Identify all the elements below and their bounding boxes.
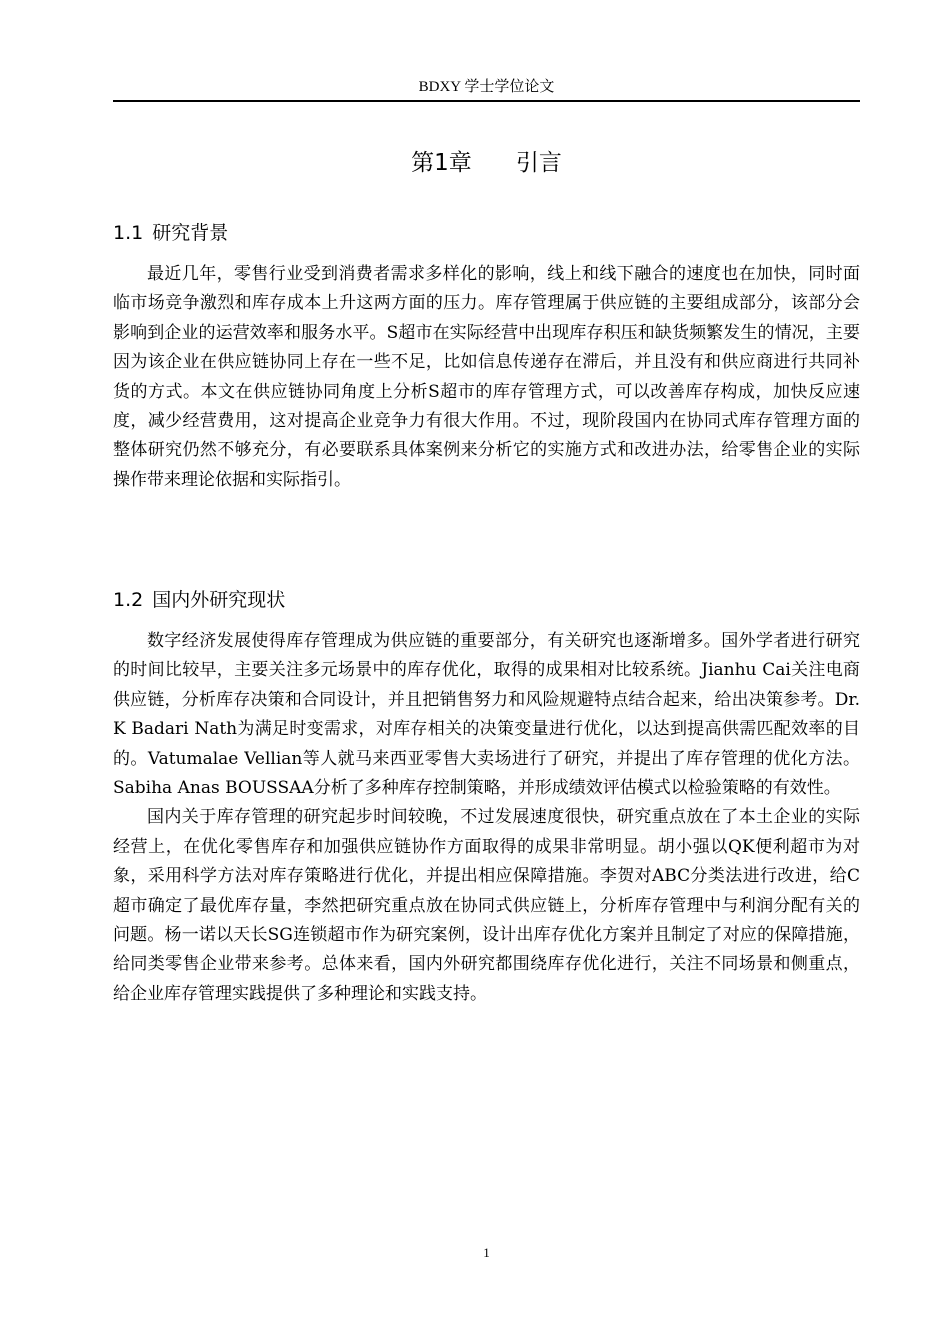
section-body-1-2 xyxy=(113,627,860,1009)
section-number: 1.2 xyxy=(113,589,144,611)
section-title: 研究背景 xyxy=(152,222,229,244)
section-title: 国内外研究现状 xyxy=(152,589,286,611)
chapter-name: 引言 xyxy=(515,150,562,176)
section-heading-1-1 xyxy=(113,218,860,248)
header-rule xyxy=(113,100,860,102)
section-body-1-1 xyxy=(113,260,860,495)
chapter-number: 第1章 xyxy=(411,150,472,176)
section-number: 1.1 xyxy=(113,222,144,244)
chapter-title xyxy=(113,146,860,180)
paragraph: 最近几年，零售行业受到消费者需求多样化的影响，线上和线下融合的速度也在加快，同时面临市场竞争激烈和库存成本上升这两方面的压力。库存管理属于供应链的主要组成部分，该部分会影响到企业的运营效率和服务水平。S超市在实际经营中出现库存积压和缺货频繁发生的情况，主要因为该企业在供应链协同上存在一些不足，比如信息传递存在滞后，并且没有和供应商进行共同补货的方式。本文在供应链协同角度上分析S超市的库存管理方式，可以改善库存构成，加快反应速度，减少经营费用，这对提高企业竞争力有很大作用。不过，现阶段国内在协同式库存管理方面的整体研究仍然不够充分，有必要联系具体案例来分析它的实施方式和改进办法，给零售企业的实际操作带来理论依据和实际指引。 xyxy=(113,264,860,490)
page-number: 1 xyxy=(483,1245,490,1260)
section-heading-1-2 xyxy=(113,585,860,615)
page-header: BDXY 学士学位论文 xyxy=(418,79,555,95)
paragraph: 国内关于库存管理的研究起步时间较晚，不过发展速度很快，研究重点放在了本土企业的实际经营上，在优化零售库存和加强供应链协作方面取得的成果非常明显。胡小强以QK便利超市为对象，采用科学方法对库存策略进行优化，并提出相应保障措施。李贺对ABC分类法进行改进，给C超市确定了最优库存量，李然把研究重点放在协同式供应链上，分析库存管理中与利润分配有关的问题。杨一诺以天长SG连锁超市作为研究案例，设计出库存优化方案并且制定了对应的保障措施，给同类零售企业带来参考。总体来看，国内外研究都围绕库存优化进行，关注不同场景和侧重点，给企业库存管理实践提供了多种理论和实践支持。 xyxy=(113,807,860,1004)
paragraph: 数字经济发展使得库存管理成为供应链的重要部分，有关研究也逐渐增多。国外学者进行研究的时间比较早，主要关注多元场景中的库存优化，取得的成果相对比较系统。Jianhu Cai关注电商供应链，分析库存决策和合同设计，并且把销售努力和风险规避特点结合起来，给出决策参考。Dr. K Badari Nath为满足时变需求，对库存相关的决策变量进行优化，以达到提高供需匹配效率的目的。Vatumalae Vellian等人就马来西亚零售大卖场进行了研究，并提出了库存管理的优化方法。Sabiha Anas BOUSSAA分析了多种库存控制策略，并形成绩效评估模式以检验策略的有效性。 xyxy=(113,631,860,799)
